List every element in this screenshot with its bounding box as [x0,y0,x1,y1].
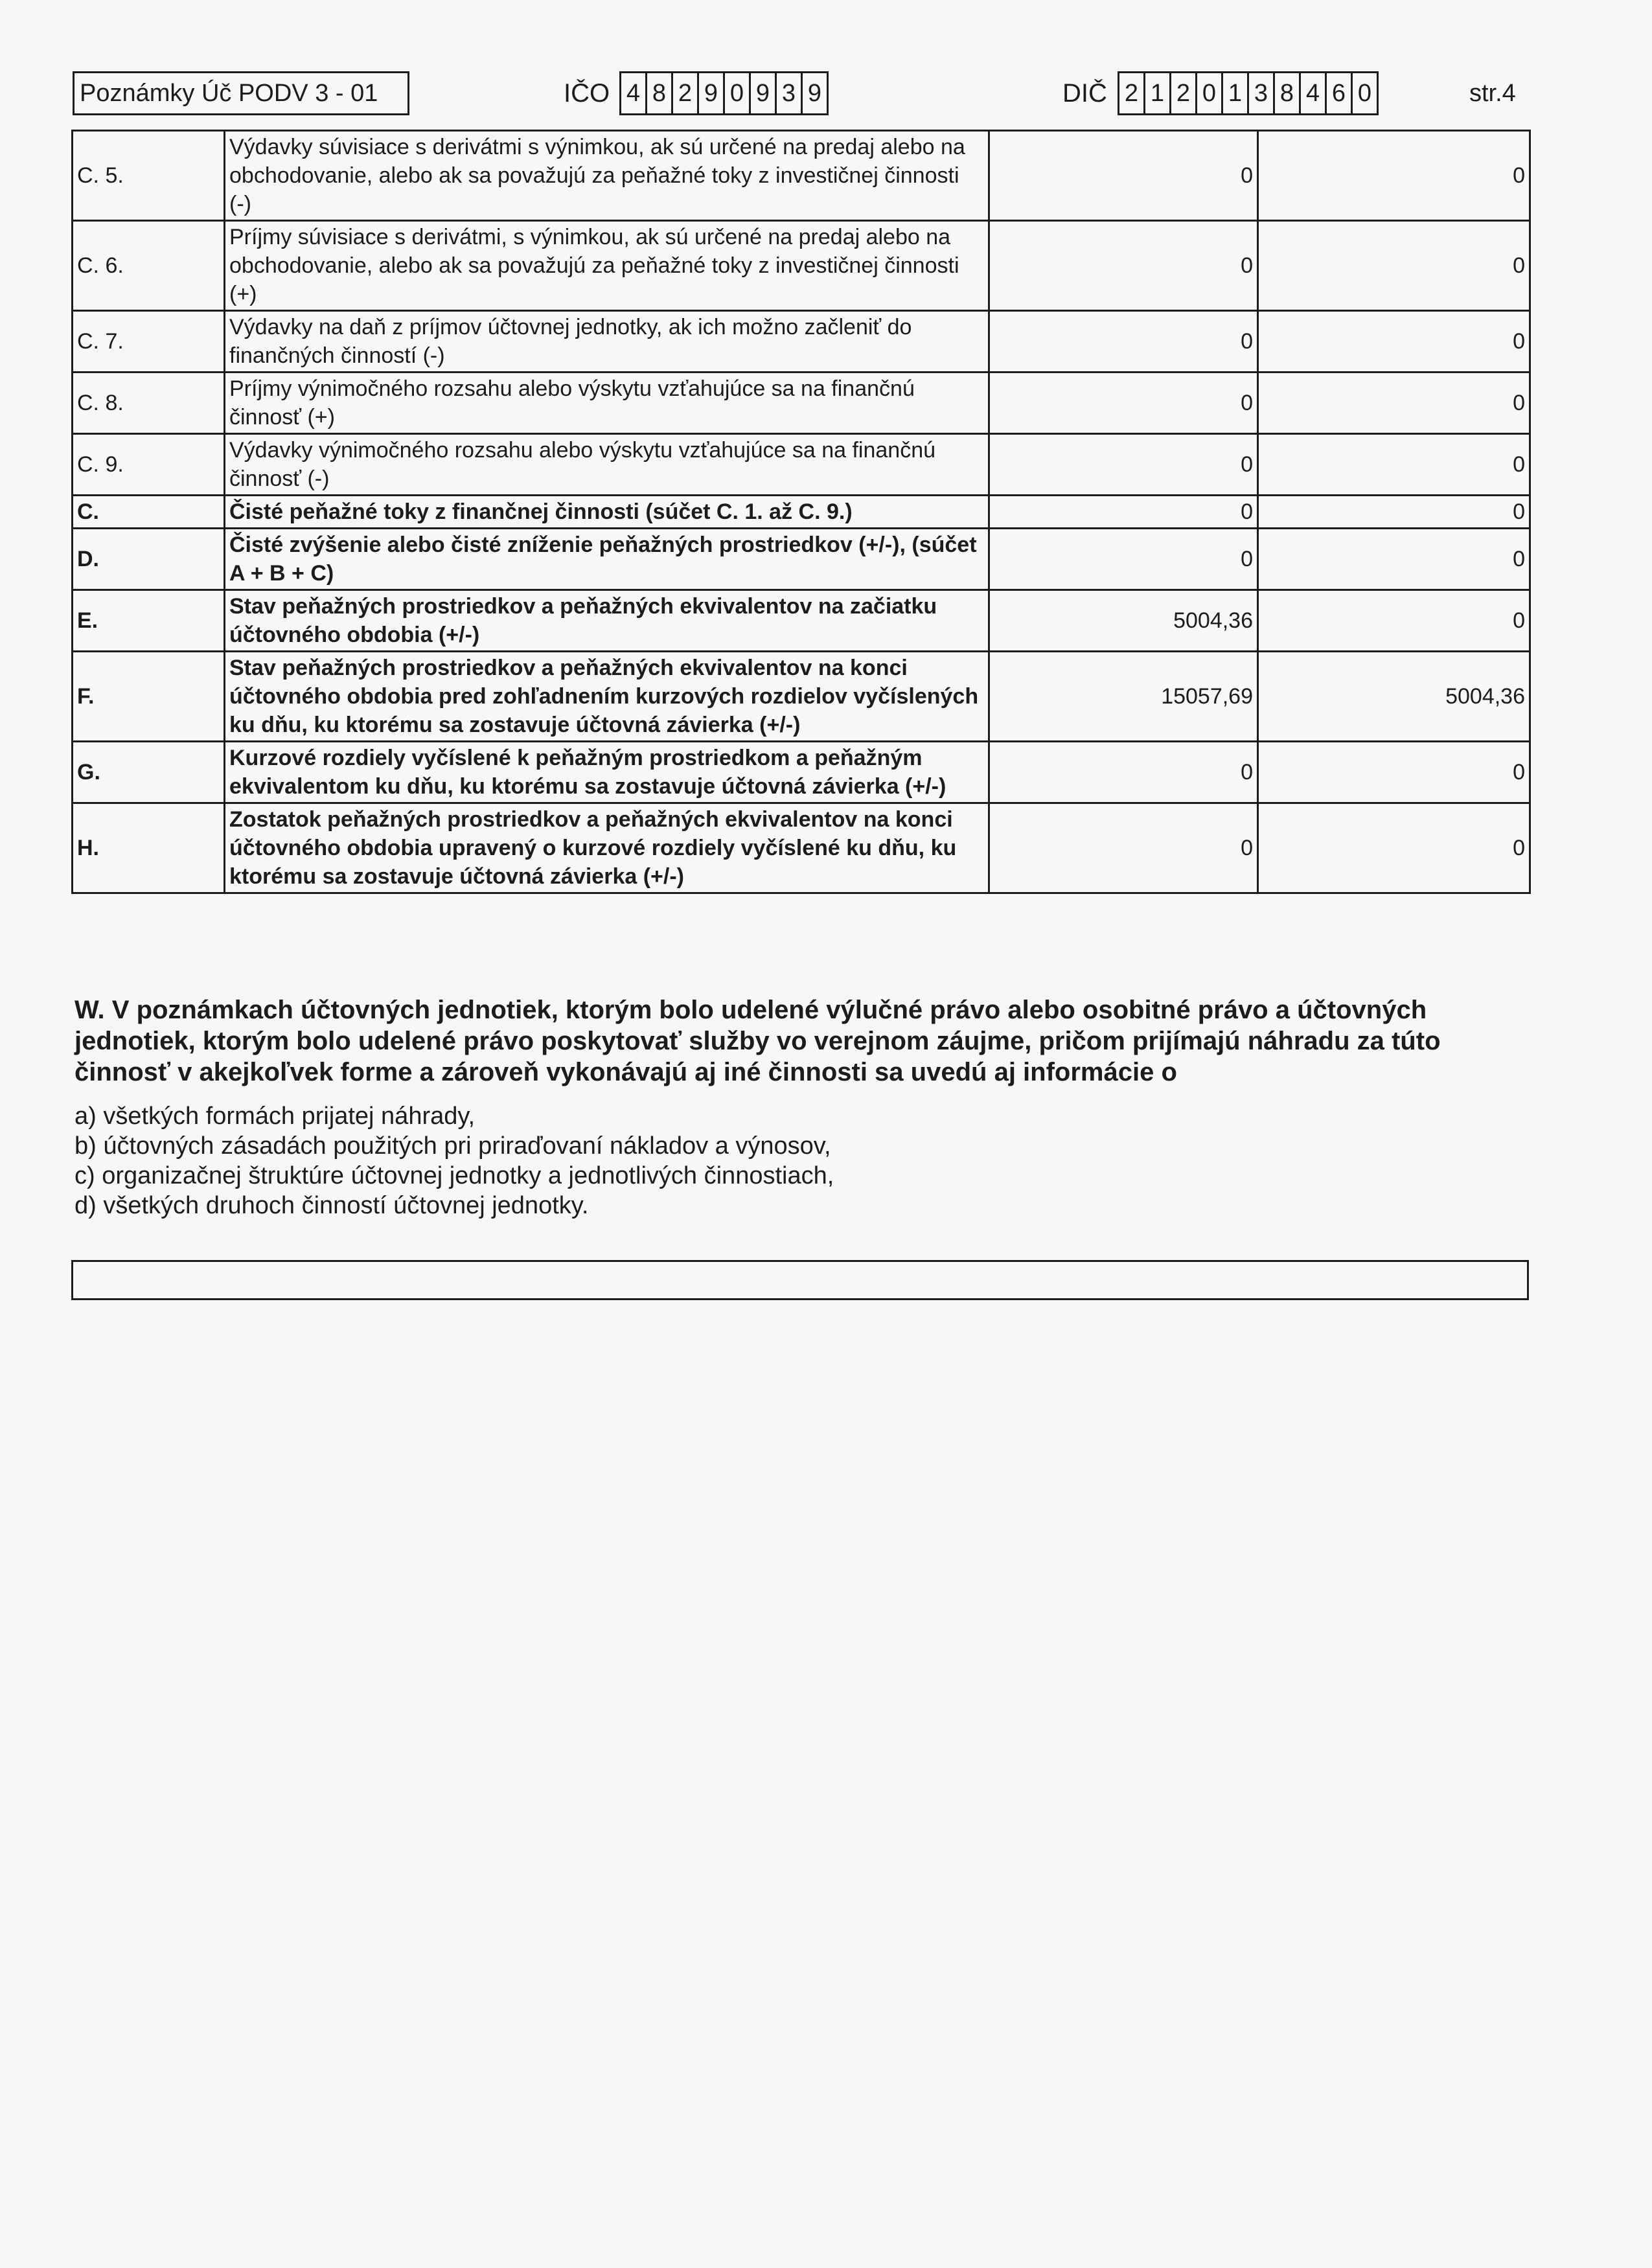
list-item: a) všetkých formách prijatej náhrady, [75,1103,476,1130]
row-code: E. [73,590,225,652]
row-code: G. [73,742,225,803]
section-w-list [75,1101,1526,1220]
ico-digit-boxes [619,71,829,115]
row-code: C. 8. [73,372,225,434]
row-code: H. [73,803,225,893]
dic-label: DIČ [1062,79,1107,108]
row-description: Stav peňažných prostriedkov a peňažných ekvivalentov na začiatku účtovného obdobia (+/-) [225,590,989,652]
value-current: 0 [989,434,1258,496]
section-w-answer-box [71,1260,1529,1300]
value-previous: 0 [1258,372,1530,434]
table-row [73,131,1530,221]
row-description: Výdavky výnimočného rozsahu alebo výskytu vzťahujúce sa na finančnú činnosť (-) [225,434,989,496]
value-current: 0 [989,221,1258,311]
value-current: 0 [989,372,1258,434]
ico-digit: 2 [673,73,699,113]
list-item: c) organizačnej štruktúre účtovnej jednotky a jednotlivých činnostiach, [75,1162,834,1189]
table-row [73,311,1530,372]
value-previous: 5004,36 [1258,652,1530,742]
value-previous: 0 [1258,131,1530,221]
form-label-box: Poznámky Úč PODV 3 - 01 [73,71,409,115]
page-number: str.4 [1469,80,1516,107]
table-row [73,529,1530,590]
row-code: C. 7. [73,311,225,372]
dic-digit: 8 [1275,73,1301,113]
row-description: Čisté zvýšenie alebo čisté zníženie peňažných prostriedkov (+/-), (súčet A + B + C) [225,529,989,590]
dic-digit: 4 [1301,73,1327,113]
dic-digit: 1 [1223,73,1249,113]
dic-digit: 2 [1119,73,1145,113]
dic-digit: 6 [1327,73,1353,113]
row-code: C. 5. [73,131,225,221]
list-item: b) účtovných zásadách použitých pri priraďovaní nákladov a výnosov, [75,1132,831,1160]
section-w-title: W. V poznámkach účtovných jednotiek, ktorým bolo udelené výlučné právo alebo osobitné právo a účtovných jednotiek, ktorým bolo udelené právo poskytovať služby vo verejnom záujme, pričom prijímajú náhradu za túto činnosť v akejkoľvek forme a zároveň vykonávajú aj iné činnosti sa uvedú aj informácie o [75,996,1441,1086]
value-current: 0 [989,496,1258,529]
row-description: Výdavky súvisiace s derivátmi s výnimkou, ak sú určené na predaj alebo na obchodovanie, alebo ak sa považujú za peňažné toky z investičnej činnosti (-) [225,131,989,221]
cash-flow-table [71,130,1531,894]
ico-digit: 9 [699,73,725,113]
dic-digit: 1 [1145,73,1171,113]
table-row [73,496,1530,529]
row-code: D. [73,529,225,590]
row-description: Čisté peňažné toky z finančnej činnosti (súčet C. 1. až C. 9.) [225,496,989,529]
value-current: 0 [989,742,1258,803]
dic-digit: 0 [1197,73,1223,113]
ico-digit: 9 [807,80,822,107]
value-previous: 0 [1258,221,1530,311]
table-row [73,434,1530,496]
value-current: 0 [989,803,1258,893]
value-previous: 0 [1258,529,1530,590]
dic-digit: 0 [1357,80,1372,107]
row-description: Príjmy výnimočného rozsahu alebo výskytu vzťahujúce sa na finančnú činnosť (+) [225,372,989,434]
table-row [73,742,1530,803]
value-current: 0 [989,529,1258,590]
row-code: F. [73,652,225,742]
table-row [73,590,1530,652]
row-description: Príjmy súvisiace s derivátmi, s výnimkou, ak sú určené na predaj alebo na obchodovanie, alebo ak sa považujú za peňažné toky z investičnej činnosti (+) [225,221,989,311]
ico-digit: 0 [725,73,751,113]
row-description: Kurzové rozdiely vyčíslené k peňažným prostriedkom a peňažným ekvivalentom ku dňu, ku ktorému sa zostavuje účtovná závierka (+/-) [225,742,989,803]
value-previous: 0 [1258,803,1530,893]
ico-label: IČO [564,79,610,108]
ico-digit: 9 [751,73,777,113]
row-code: C. 9. [73,434,225,496]
ico-digit: 8 [647,73,673,113]
value-previous: 0 [1258,590,1530,652]
row-code: C. [73,496,225,529]
table-row [73,803,1530,893]
ico-digit: 3 [777,73,803,113]
value-previous: 0 [1258,434,1530,496]
dic-digit-boxes [1118,71,1379,115]
value-current: 0 [989,311,1258,372]
table-row [73,221,1530,311]
list-item: d) všetkých druhoch činností účtovnej jednotky. [75,1192,589,1219]
value-current: 15057,69 [989,652,1258,742]
value-previous: 0 [1258,742,1530,803]
dic-digit: 2 [1171,73,1197,113]
value-previous: 0 [1258,311,1530,372]
value-previous: 0 [1258,496,1530,529]
table-row [73,372,1530,434]
value-current: 0 [989,131,1258,221]
row-description: Výdavky na daň z príjmov účtovnej jednotky, ak ich možno začleniť do finančných činností (-) [225,311,989,372]
table-row [73,652,1530,742]
row-code: C. 6. [73,221,225,311]
value-current: 5004,36 [989,590,1258,652]
ico-digit: 4 [621,73,647,113]
dic-digit: 3 [1249,73,1275,113]
row-description: Stav peňažných prostriedkov a peňažných ekvivalentov na konci účtovného obdobia pred zohľadnením kurzových rozdielov vyčíslených ku dňu, ku ktorému sa zostavuje účtovná závierka (+/-) [225,652,989,742]
row-description: Zostatok peňažných prostriedkov a peňažných ekvivalentov na konci účtovného obdobia upravený o kurzové rozdiely vyčíslené ku dňu, ku ktorému sa zostavuje účtovná závierka (+/-) [225,803,989,893]
